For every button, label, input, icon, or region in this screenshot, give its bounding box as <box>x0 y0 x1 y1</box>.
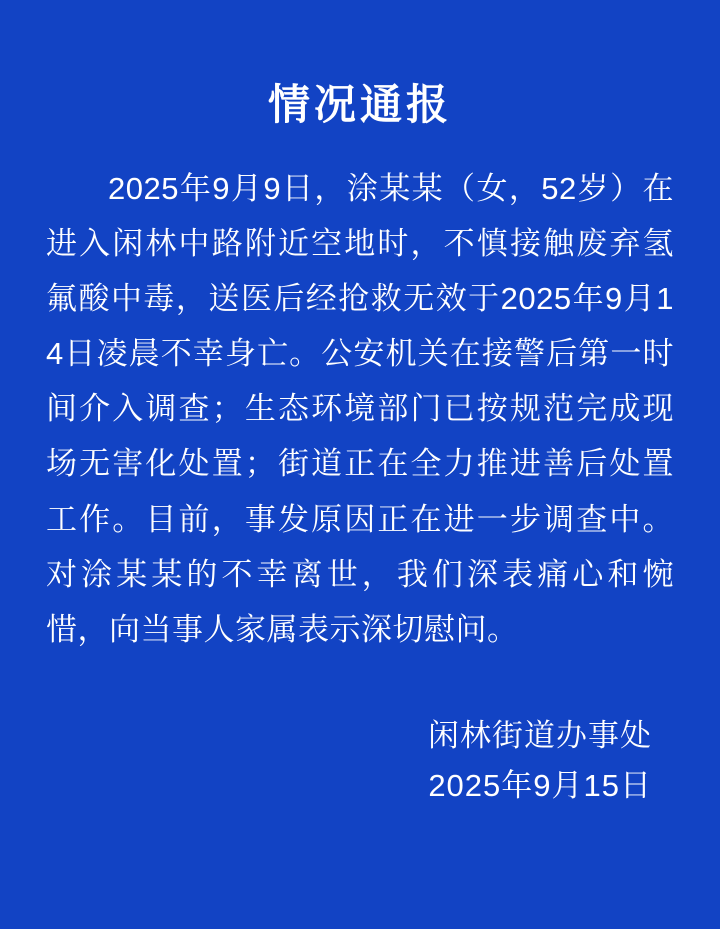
signature-block <box>46 711 674 889</box>
signature-date: 2025年9月15日 <box>428 767 652 803</box>
signature-issuer: 闲林街道办事处 <box>428 717 652 753</box>
page-title: 情况通报 <box>267 81 452 128</box>
spacer <box>46 657 674 710</box>
notice-body-text: 2025年9月9日，涂某某（女，52岁）在进入闲林中路附近空地时，不慎接触废弃氢氟酸中毒，送医后经抢救无效于2025年9月14日凌晨不幸身亡。公安机关在接警后第一时间介入调查；生态环境部门已按规范完成现场无害化处置；街道正在全力推进善后处置工作。目前，事发原因正在进一步调查中。对涂某某的不幸离世，我们深表痛心和惋惜，向当事人家属表示深切慰问。 <box>46 170 674 647</box>
